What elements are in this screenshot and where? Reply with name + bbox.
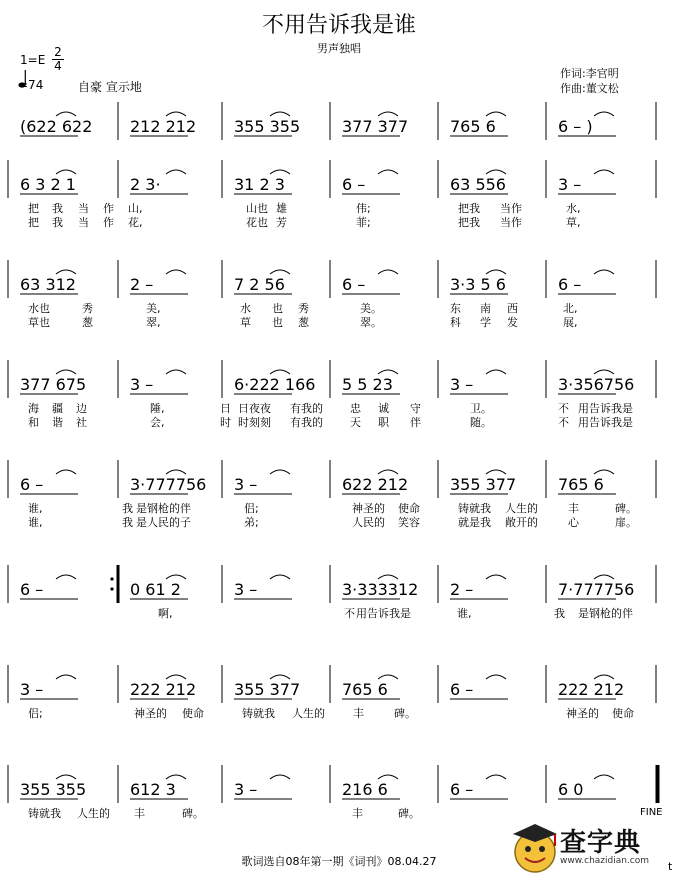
lyric-syllable: 我 [52,216,63,229]
measure-notation: 7 2 56 [234,275,285,294]
slur-mark [56,575,76,579]
song-subtitle: 男声独唱 [317,42,361,55]
lyric-syllable: 会, [150,416,165,429]
measure-notation: 6 – ) [558,117,593,136]
slur-mark [594,270,614,274]
lyric-syllable: 疆 [52,402,63,415]
watermark-url: www.chazidian.com [560,856,650,866]
lyric-syllable: 当 [78,216,89,229]
measure-notation: 377 377 [342,117,409,136]
lyric-syllable: 诚 [378,402,389,415]
lyric-syllable: 是钢枪的伴 [136,502,191,515]
measure-notation: 612 3 [130,780,176,799]
lyric-syllable: 边 [76,402,87,415]
measure-notation: 0 61 2 [130,580,181,599]
lyric-syllable: 随。 [470,416,492,429]
lyric-syllable: 发 [507,316,518,329]
measure-notation: 3·356756 [558,375,635,394]
slur-mark [166,675,186,679]
tempo-marking: =74 [18,78,44,92]
slur-mark [486,112,506,116]
lyric-syllable: 有我的 [290,402,323,415]
lyric-syllable: 社 [76,416,87,429]
measure-notation: 6 – [20,475,44,494]
lyric-syllable: 弟; [244,516,259,529]
measure-notation: 765 6 [342,680,388,699]
lyric-syllable: 丰 [568,502,579,515]
lyric-syllable: 也 [272,302,283,315]
measure-notation: 2 3· [130,175,161,194]
lyric-syllable: 扉。 [615,516,637,529]
slur-mark [166,775,186,779]
lyric-syllable: 忠 [350,402,361,415]
measure-notation: 31 2 3 [234,175,285,194]
lyric-syllable: 日 [220,402,231,415]
lyric-syllable: 秀 [298,302,309,315]
lyric-syllable: 用告诉我是 [578,402,633,415]
slur-mark [56,270,76,274]
lyric-syllable: 芳 [276,216,287,229]
measure-notation: 212 212 [130,117,197,136]
measure-notation: 6 – [342,175,366,194]
slur-mark [56,112,76,116]
measure-notation: 355 377 [234,680,301,699]
measure-notation: 6 – [450,680,474,699]
measure-notation: 3 – [20,680,44,699]
lyric-syllable: 当 [78,202,89,215]
lyric-syllable: 作 [103,216,114,229]
lyric-syllable: 葱 [298,316,309,329]
lyric-syllable: 花, [128,216,143,229]
lyric-syllable: 人生的 [292,707,325,720]
slur-mark [486,575,506,579]
time-signature-bottom: 4 [52,59,64,73]
watermark-name: 查字典 [560,828,642,858]
slur-mark [486,370,506,374]
lyric-syllable: 和 [28,416,39,429]
slur-mark [486,775,506,779]
lyric-syllable: 卫。 [470,402,492,415]
measure-notation: 3 – [130,375,154,394]
lyric-syllable: 葱 [82,316,93,329]
lyric-syllable: 不 [558,416,569,429]
slur-mark [270,775,290,779]
key-signature: 1=E [20,53,46,67]
lyric-syllable: 学 [480,316,491,329]
lyric-syllable: 人生的 [77,807,110,820]
lyric-syllable: 天 [350,416,361,429]
lyric-syllable: 碑。 [398,807,420,820]
slur-mark [270,170,290,174]
measure-notation: (622 622 [20,117,93,136]
measure-notation: 222 212 [558,680,625,699]
measure-notation: 3 – [234,475,258,494]
lyric-syllable: 人生的 [505,502,538,515]
lyric-syllable: 不 [344,607,355,620]
measure-notation: 5 5 23 [342,375,393,394]
expression-marking: 自豪 宣示地 [78,80,142,94]
measure-notation: 6 – [558,275,582,294]
measure-notation: 3·3 5 6 [450,275,506,294]
lyric-syllable: 水也 [28,302,50,315]
lyric-syllable: 铸就我 [458,502,491,515]
slur-mark [270,470,290,474]
lyric-syllable: 海 [28,402,39,415]
lyric-syllable: 使命 [612,707,634,720]
footer-source: 歌词选自08年第一期《词刊》08.04.27 [241,855,437,868]
lyric-syllable: 用告诉我是 [356,607,411,620]
time-signature-top: 2 [54,45,62,59]
measure-notation: 3·777756 [130,475,207,494]
lyric-syllable: 伟; [356,202,371,215]
lyric-syllable: 神圣的 [566,707,599,720]
slur-mark [486,170,506,174]
lyric-syllable: 碑。 [182,807,204,820]
slur-mark [166,575,186,579]
measure-notation: 355 377 [450,475,517,494]
lyric-syllable: 时 [220,416,231,429]
lyric-syllable: 人民的 [352,516,385,529]
lyric-syllable: 时刻刻 [238,416,271,429]
lyric-syllable: 把 [28,216,39,229]
lyric-syllable: 陲, [150,402,165,415]
lyric-syllable: 把我 [458,202,480,215]
measure-notation: 222 212 [130,680,197,699]
watermark-stray-text: t [668,860,673,873]
lyricist-credit: 作词:李官明 [560,67,619,80]
slur-mark [166,270,186,274]
slur-mark [594,775,614,779]
measure-notation: 3·333312 [342,580,419,599]
slur-mark [56,675,76,679]
slur-mark [56,775,76,779]
lyric-syllable: 碑。 [615,502,637,515]
lyric-syllable: 菲; [356,216,371,229]
lyric-syllable: 碑。 [394,707,416,720]
fine-marking: FINE [640,807,663,818]
measure-notation: 6 0 [558,780,584,799]
slur-mark [56,470,76,474]
lyric-syllable: 我 [122,502,133,515]
slur-mark [378,470,398,474]
slur-mark [594,675,614,679]
lyric-syllable: 铸就我 [242,707,275,720]
slur-mark [166,370,186,374]
lyric-syllable: 啊, [158,607,173,620]
lyric-syllable: 丰 [352,807,363,820]
slur-mark [56,170,76,174]
slur-mark [378,775,398,779]
measure-notation: 355 355 [234,117,301,136]
measure-notation: 765 6 [558,475,604,494]
lyric-syllable: 笑容 [398,516,420,529]
measure-notation: 63 556 [450,175,506,194]
lyric-syllable: 我 [554,607,565,620]
lyric-syllable: 不 [558,402,569,415]
lyric-syllable: 秀 [82,302,93,315]
repeat-dot [110,587,113,590]
lyric-syllable: 美, [146,302,161,315]
slur-mark [270,370,290,374]
slur-mark [594,112,614,116]
measure-notation: 63 312 [20,275,76,294]
repeat-dot [110,577,113,580]
song-title: 不用告诉我是谁 [261,13,416,38]
lyric-syllable: 日夜夜 [238,402,271,415]
slur-mark [270,270,290,274]
lyric-syllable: 是人民的子 [136,516,191,529]
lyric-syllable: 水, [566,202,581,215]
lyric-syllable: 谐 [52,416,63,429]
measure-notation: 6·222 166 [234,375,316,394]
measure-notation: 355 355 [20,780,87,799]
lyric-syllable: 心 [568,516,579,529]
lyric-syllable: 谁, [28,502,43,515]
lyric-syllable: 谁, [28,516,43,529]
lyric-syllable: 丰 [134,807,145,820]
lyric-syllable: 侣; [28,707,43,720]
slur-mark [270,575,290,579]
lyric-syllable: 展, [563,316,578,329]
lyric-syllable: 翠, [146,316,161,329]
measure-notation: 377 675 [20,375,87,394]
measure-notation: 6 – [342,275,366,294]
slur-mark [378,270,398,274]
lyric-syllable: 当作 [500,216,522,229]
lyric-syllable: 也 [272,316,283,329]
lyric-syllable: 草 [240,316,251,329]
slur-mark [378,170,398,174]
lyric-syllable: 把我 [458,216,480,229]
lyric-syllable: 就是我 [458,516,491,529]
slur-mark [486,675,506,679]
lyric-syllable: 伴 [410,416,421,429]
slur-mark [594,470,614,474]
lyric-syllable: 科 [450,316,461,329]
lyric-syllable: 山也 [246,202,268,215]
lyric-syllable: 把 [28,202,39,215]
lyric-syllable: 山, [128,202,143,215]
measure-notation: 6 – [450,780,474,799]
measure-notation: 7·777756 [558,580,635,599]
slur-mark [486,470,506,474]
lyric-syllable: 翠。 [360,316,382,329]
slur-mark [378,575,398,579]
lyric-syllable: 我 [122,516,133,529]
measure-notation: 2 – [450,580,474,599]
slur-mark [378,675,398,679]
slur-mark [166,470,186,474]
lyric-syllable: 使命 [398,502,420,515]
lyric-syllable: 有我的 [290,416,323,429]
slur-mark [166,170,186,174]
lyric-syllable: 侣; [244,502,259,515]
lyric-syllable: 神圣的 [352,502,385,515]
lyric-syllable: 南 [480,302,491,315]
slur-mark [594,575,614,579]
lyric-syllable: 守 [410,402,421,415]
slur-mark [270,112,290,116]
lyric-syllable: 用告诉我是 [578,416,633,429]
measure-notation: 216 6 [342,780,388,799]
slur-mark [270,675,290,679]
lyric-syllable: 北, [563,302,578,315]
measure-notation: 622 212 [342,475,409,494]
lyric-syllable: 花也 [246,216,268,229]
slur-mark [594,370,614,374]
lyric-syllable: 草也 [28,316,50,329]
lyric-syllable: 草, [566,216,581,229]
measure-notation: 6 3 2 1 [20,175,76,194]
lyric-syllable: 铸就我 [28,807,61,820]
measure-notation: 3 – [234,780,258,799]
lyric-syllable: 作 [103,202,114,215]
lyric-syllable: 雄 [276,202,287,215]
lyric-syllable: 当作 [500,202,522,215]
measure-notation: 3 – [558,175,582,194]
lyric-syllable: 神圣的 [134,707,167,720]
lyric-syllable: 谁, [457,607,472,620]
measure-notation: 6 – [20,580,44,599]
lyric-syllable: 东 [450,302,461,315]
slur-mark [56,370,76,374]
slur-mark [378,370,398,374]
lyric-syllable: 我 [52,202,63,215]
composer-credit: 作曲:董文松 [560,82,619,95]
lyric-syllable: 使命 [182,707,204,720]
lyric-syllable: 西 [507,302,518,315]
lyric-syllable: 职 [378,416,389,429]
lyric-syllable: 水 [240,302,251,315]
slur-mark [166,112,186,116]
lyric-syllable: 敞开的 [505,516,538,529]
slur-mark [378,112,398,116]
measure-notation: 2 – [130,275,154,294]
measure-notation: 765 6 [450,117,496,136]
lyric-syllable: 美。 [360,302,382,315]
measure-notation: 3 – [234,580,258,599]
slur-mark [594,170,614,174]
measure-notation: 3 – [450,375,474,394]
slur-mark [486,270,506,274]
lyric-syllable: 丰 [353,707,364,720]
lyric-syllable: 是钢枪的伴 [578,607,633,620]
